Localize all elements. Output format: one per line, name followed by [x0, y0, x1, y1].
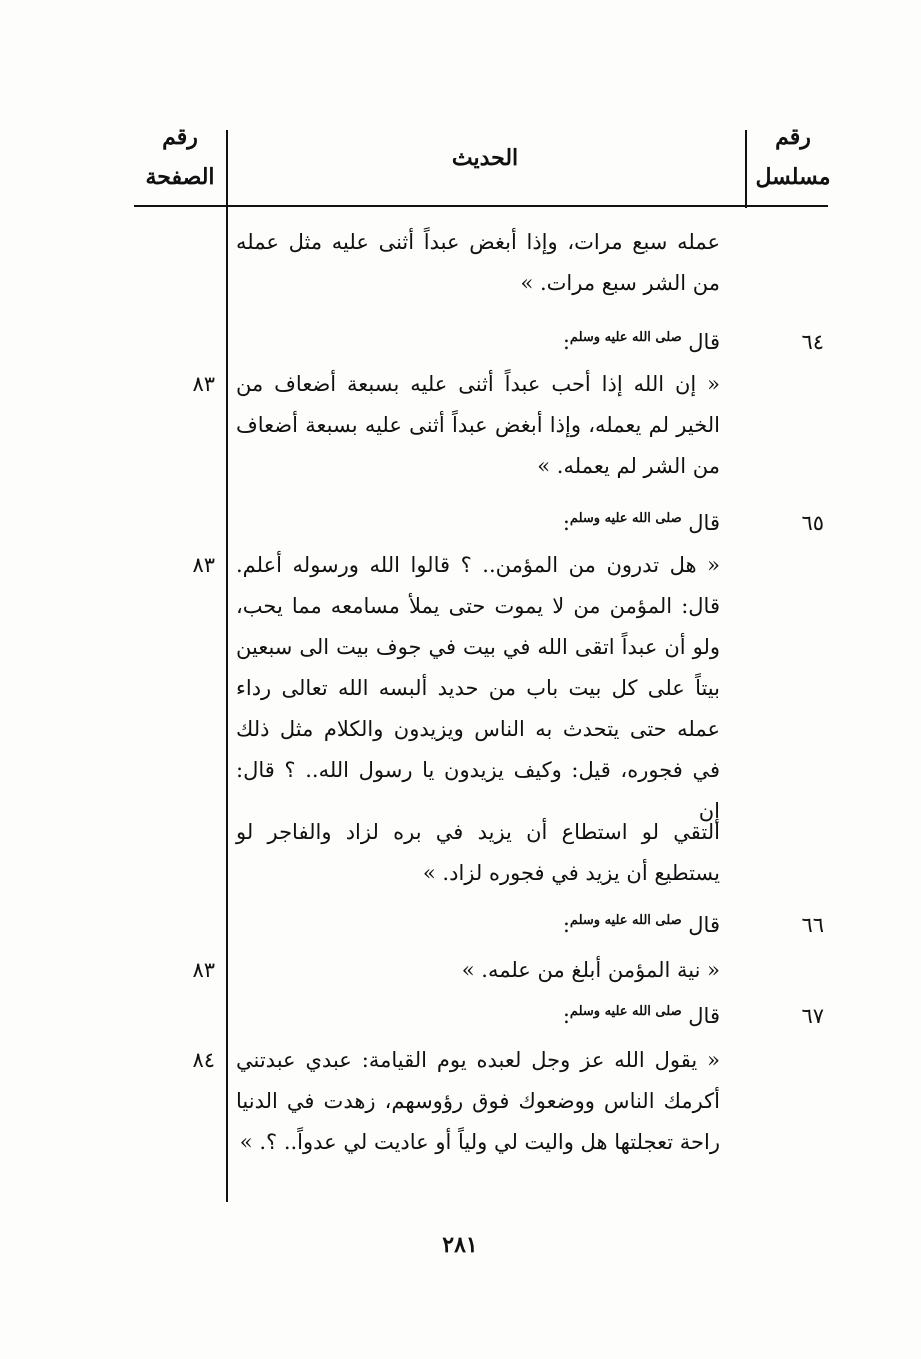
qal-label: قال	[688, 913, 720, 937]
serial-number: ٦٤	[801, 330, 824, 354]
qal-line: قال $^{صلى الله عليه وسلم}$:	[562, 913, 720, 937]
page-reference: ٨٣	[192, 372, 215, 396]
hadith-text-continued: التقي لو استطاع أن يزيد في بره لزاد والفاجر لو يستطيع أن يزيد في فجوره لزاد. »	[236, 820, 720, 885]
salutation-glyph: صلى الله عليه وسلم	[569, 913, 682, 928]
qal-label: قال	[688, 330, 720, 354]
page-reference: ٨٤	[192, 1048, 215, 1072]
qal-line: قال $^{صلى الله عليه وسلم}$:	[562, 1004, 720, 1028]
page-reference: ٨٣	[192, 553, 215, 577]
hadith-text: « هل تدرون من المؤمن.. ؟ قالوا الله ورسوله أعلم. قال: المؤمن من لا يموت حتى يملأ مسامعه مما يحب، ولو أن عبداً اتقى الله في بيت في جوف بيت الى سبعين بيتاً على كل بيت باب من حديد ألبسه الله تعالى رداء عمله حتى يتحدث به الناس ويزيدون والكلام مثل ذلك في فجوره، قيل: وكيف يزيدون يا رسول الله.. ؟ قال: إن	[236, 553, 720, 823]
hadith-continuation: عمله سبع مرات، وإذا أبغض عبداً أثنى عليه مثل عمله من الشر سبع مرات. »	[236, 230, 720, 295]
page-number: ٢٨١	[442, 1232, 478, 1258]
serial-number: ٦٥	[801, 511, 824, 535]
qal-line: قال $^{صلى الله عليه وسلم}$:	[562, 511, 720, 535]
hadith-text: « يقول الله عز وجل لعبده يوم القيامة: عبدي عبدتني أكرمك الناس ووضعوك فوق رؤوسهم، زهدت في الدنيا راحة تعجلتها هل واليت لي ولياً أو عاديت لي عدواً.. ؟. »	[236, 1048, 720, 1154]
salutation-glyph: صلى الله عليه وسلم	[569, 1004, 682, 1019]
hadith-text: « نية المؤمن أبلغ من علمه. »	[461, 958, 720, 982]
salutation-glyph: صلى الله عليه وسلم	[569, 330, 682, 345]
serial-number: ٦٦	[801, 913, 824, 937]
header-rule	[134, 205, 828, 207]
column-divider-right	[745, 130, 747, 208]
salutation-glyph: صلى الله عليه وسلم	[569, 511, 682, 526]
qal-label: قال	[688, 1004, 720, 1028]
qal-label: قال	[688, 511, 720, 535]
page-reference: ٨٣	[192, 958, 215, 982]
serial-number: ٦٧	[801, 1004, 824, 1028]
page-column-header: رقم الصفحة	[145, 124, 215, 190]
column-divider-left	[226, 130, 228, 1202]
hadith-column-header: الحديث	[451, 145, 519, 171]
serial-column-header: رقم مسلسل	[755, 124, 831, 190]
qal-line: قال $^{صلى الله عليه وسلم}$:	[562, 330, 720, 354]
hadith-text: « إن الله إذا أحب عبداً أثنى عليه بسبعة أضعاف من الخير لم يعمله، وإذا أبغض عبداً أثنى عليه بسبعة أضعاف من الشر لم يعمله. »	[236, 372, 720, 478]
